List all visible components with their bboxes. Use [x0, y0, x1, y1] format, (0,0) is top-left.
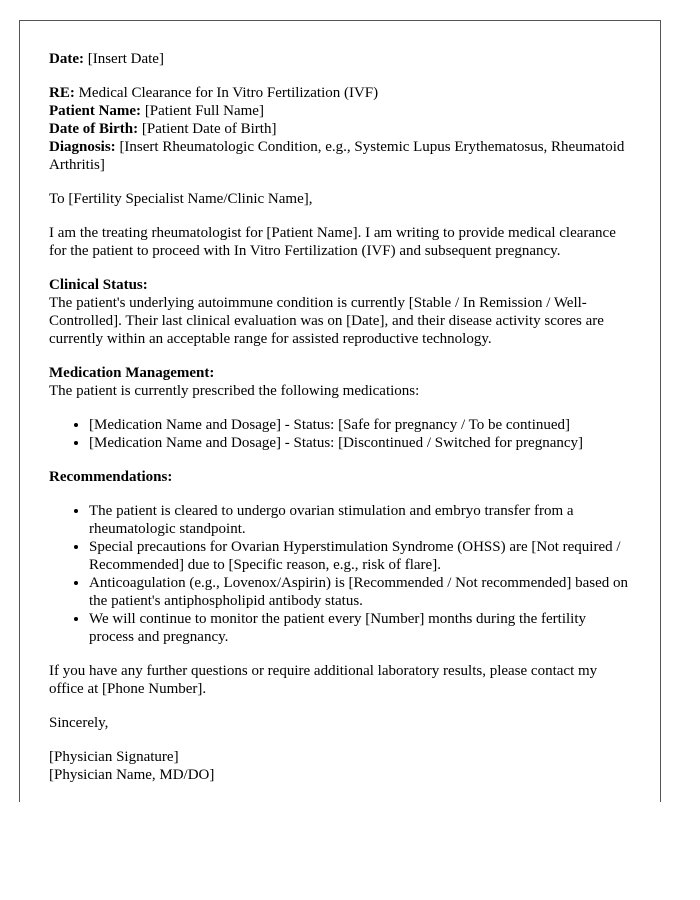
- physician-signature: [Physician Signature]: [49, 749, 179, 765]
- recommendations-list: [49, 502, 631, 646]
- clinical-status-title: Clinical Status:: [49, 277, 148, 293]
- dob-line: [49, 121, 276, 137]
- recommendations-title: Recommendations:: [49, 469, 173, 485]
- medication-title: Medication Management:: [49, 365, 215, 381]
- clinical-status-section: [49, 276, 631, 348]
- diagnosis-line: [49, 139, 624, 173]
- dob-label: Date of Birth:: [49, 121, 139, 137]
- medication-text: The patient is currently prescribed the following medications:: [49, 383, 420, 399]
- signature-block: [49, 748, 631, 784]
- intro-paragraph: I am the treating rheumatologist for [Patient Name]. I am writing to provide medical clearance for the patient to proceed with In Vitro Fertilization (IVF) and subsequent pregnancy.: [49, 225, 616, 259]
- recommendation-item: • The patient is cleared to undergo ovarian stimulation and embryo transfer from a rheumatologic standpoint.: [89, 502, 631, 538]
- diagnosis-value: [Insert Rheumatologic Condition, e.g., Systemic Lupus Erythematosus, Rheumatoid Arthritis]: [49, 139, 625, 173]
- re-label: RE:: [49, 85, 75, 101]
- medication-item: • [Medication Name and Dosage] - Status: [Discontinued / Switched for pregnancy]: [89, 434, 631, 452]
- date-line: [49, 50, 631, 68]
- letter-header-block: [49, 84, 631, 174]
- re-line: [49, 85, 378, 101]
- date-value: [Insert Date]: [87, 51, 164, 67]
- dob-value: [Patient Date of Birth]: [141, 121, 277, 137]
- recommendation-item: • Special precautions for Ovarian Hyperstimulation Syndrome (OHSS) are [Not required / Recommended] due to [Specific reason, e.g., risk of flare].: [89, 538, 631, 574]
- closing-paragraph: If you have any further questions or require additional laboratory results, please contact my office at [Phone Number].: [49, 663, 598, 697]
- patient-name-value: [Patient Full Name]: [144, 103, 264, 119]
- medication-item: • [Medication Name and Dosage] - Status: [Safe for pregnancy / To be continued]: [89, 416, 631, 434]
- physician-name: [Physician Name, MD/DO]: [49, 767, 215, 783]
- clinical-status-text: The patient's underlying autoimmune condition is currently [Stable / In Remission / Well-Controlled]. Their last clinical evaluation was on [Date], and their disease activity scores are currently within an acceptable range for assisted reproductive technology.: [49, 295, 604, 347]
- medication-section: [49, 364, 631, 400]
- letter-document: [19, 20, 661, 802]
- date-label: Date:: [49, 51, 84, 67]
- sign-off: Sincerely,: [49, 715, 109, 731]
- diagnosis-label: Diagnosis:: [49, 139, 116, 155]
- recommendation-item: • We will continue to monitor the patient every [Number] months during the fertility process and pregnancy.: [89, 610, 631, 646]
- patient-name-line: [49, 103, 264, 119]
- recommendation-item: • Anticoagulation (e.g., Lovenox/Aspirin) is [Recommended / Not recommended] based on the patient's antiphospholipid antibody status.: [89, 574, 631, 610]
- re-value: Medical Clearance for In Vitro Fertilization (IVF): [78, 85, 379, 101]
- patient-name-label: Patient Name:: [49, 103, 142, 119]
- salutation: To [Fertility Specialist Name/Clinic Name],: [49, 191, 313, 207]
- medication-list: [49, 416, 631, 452]
